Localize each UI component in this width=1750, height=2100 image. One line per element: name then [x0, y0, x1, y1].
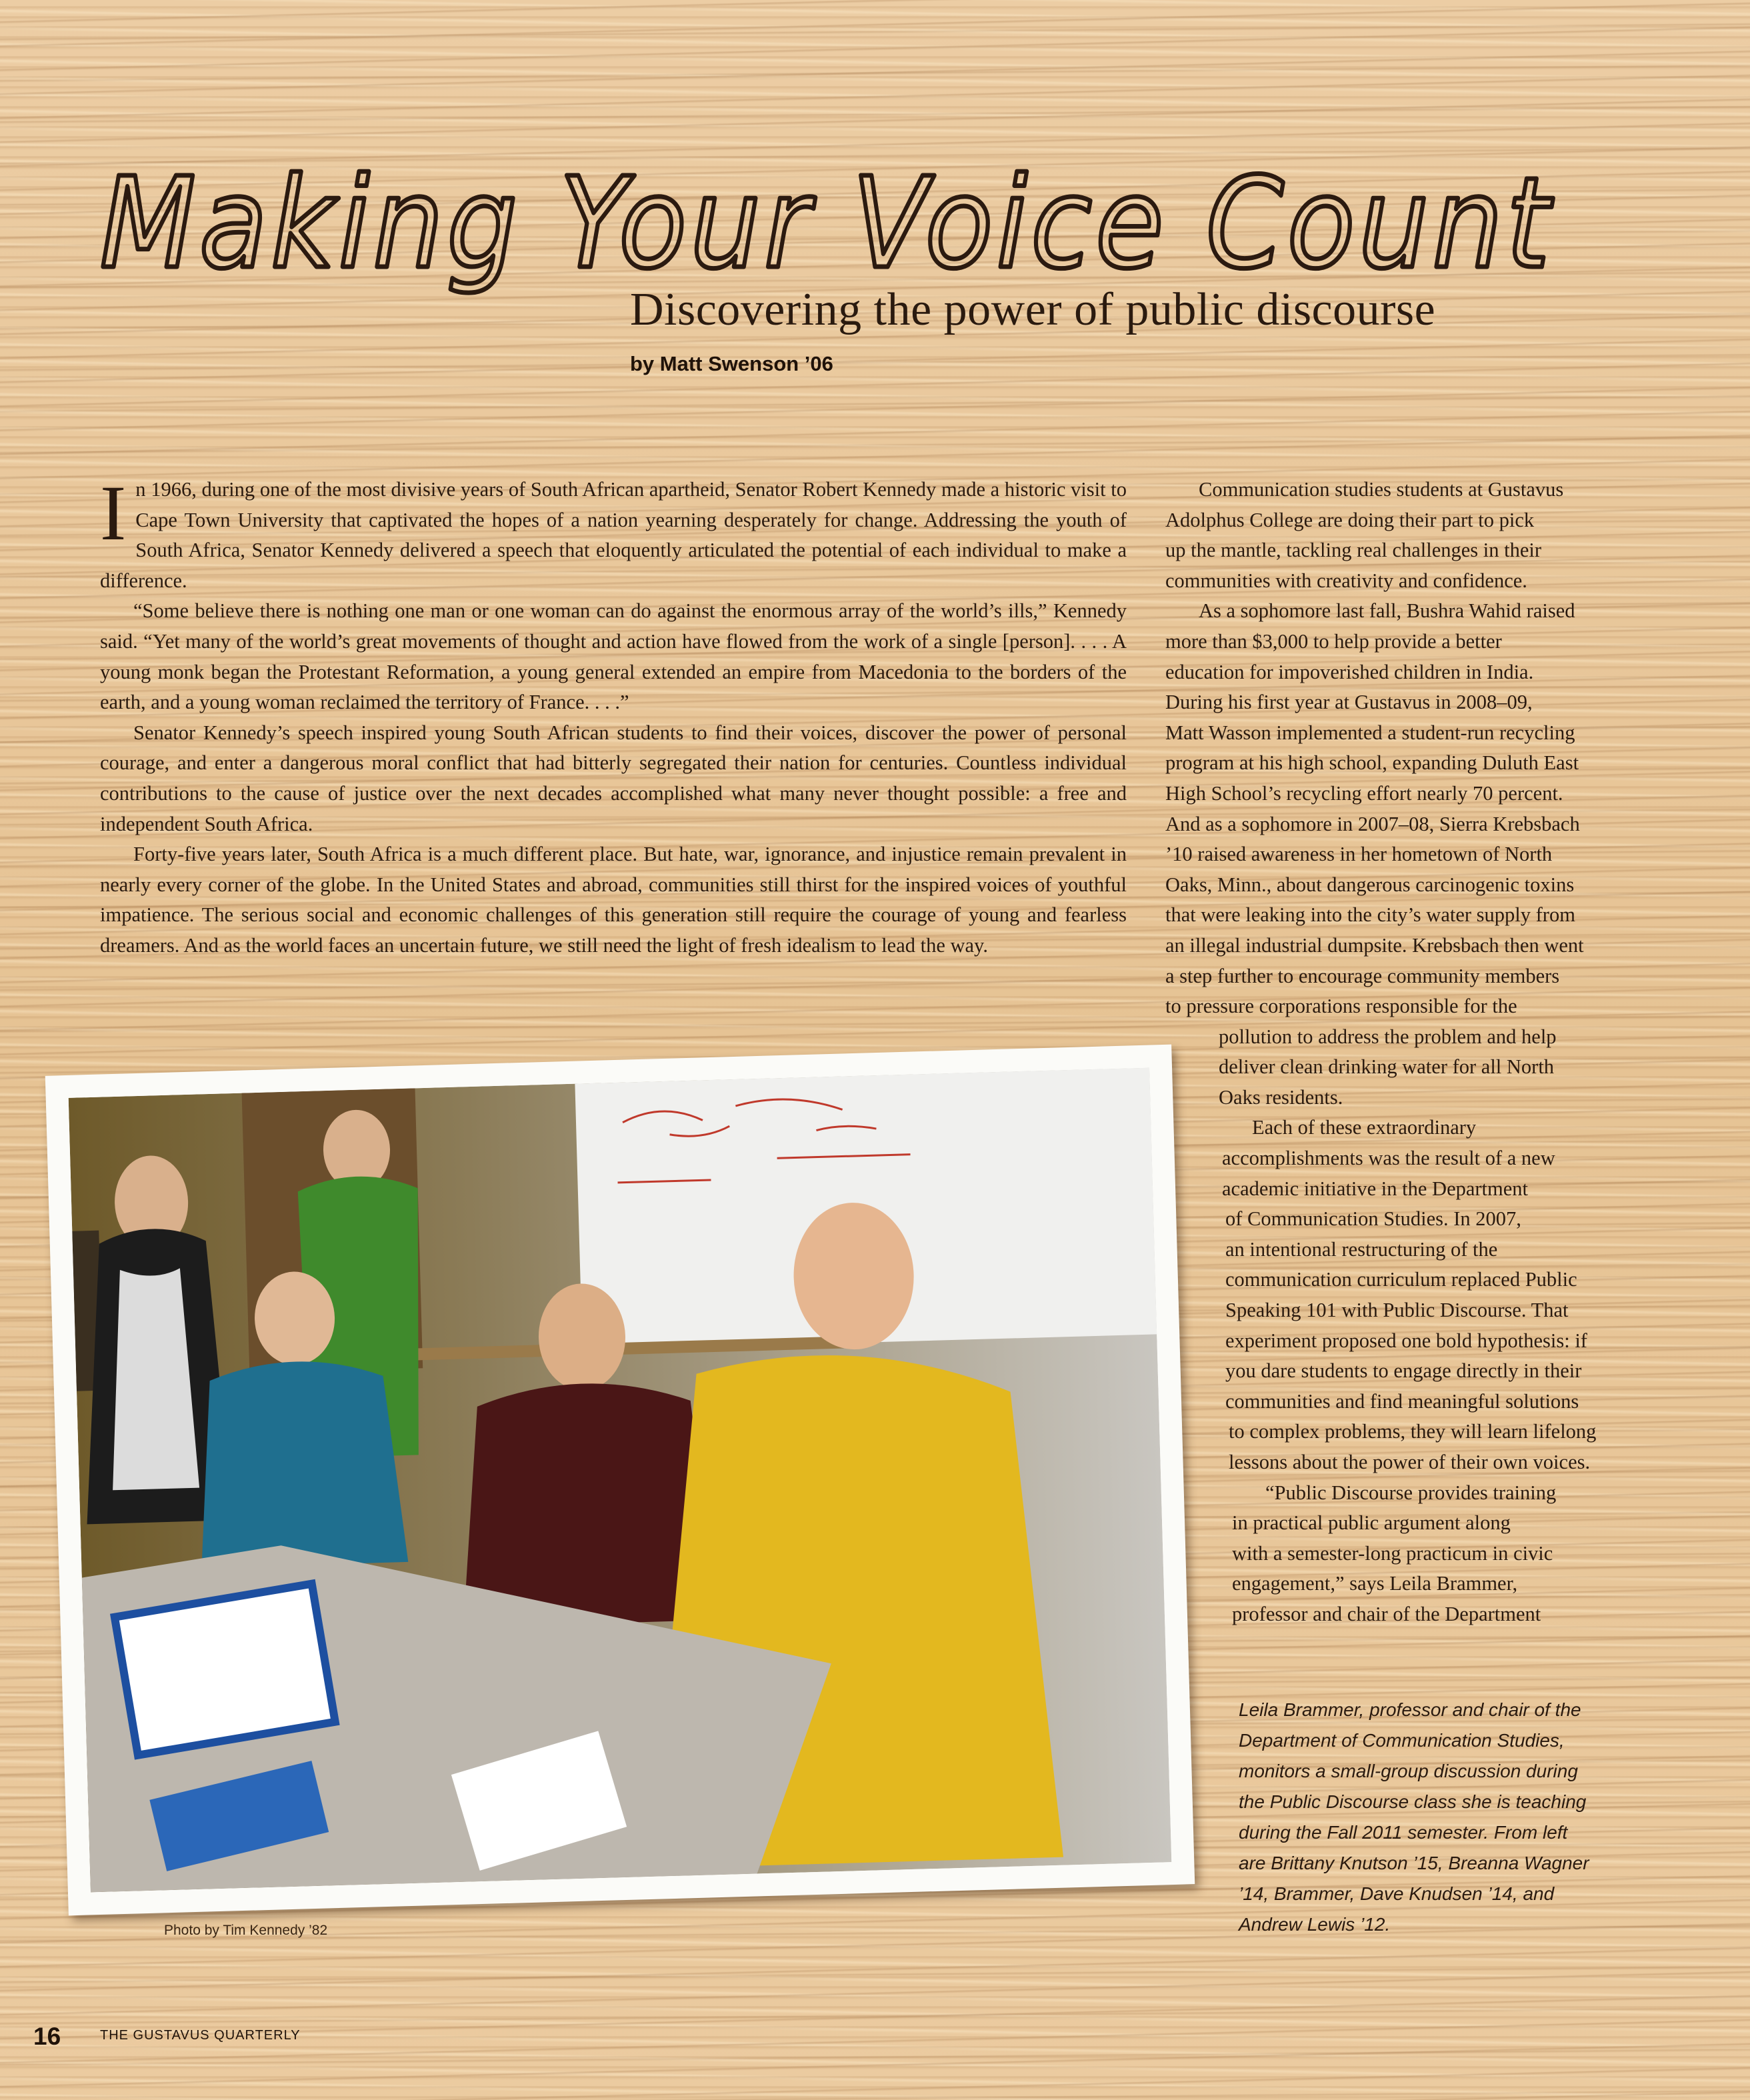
body-line: lessons about the power of their own voices. [1229, 1451, 1591, 1473]
body-line: an illegal industrial dumpsite. Krebsbach then went [1165, 933, 1584, 957]
body-line: Oaks residents. [1219, 1085, 1343, 1109]
caption-line: the Public Discourse class she is teaching [1239, 1791, 1587, 1812]
body-line: education for impoverished children in India. [1165, 660, 1534, 683]
article-subtitle: Discovering the power of public discourse [630, 284, 1436, 335]
caption-line: ’14, Brammer, Dave Knudsen ’14, and [1239, 1883, 1555, 1904]
body-line: of Communication Studies. In 2007, [1225, 1207, 1521, 1231]
body-line: engagement,” says Leila Brammer, [1232, 1572, 1518, 1595]
body-line: to complex problems, they will learn lifelong [1229, 1420, 1597, 1443]
body-line: And as a sophomore in 2007–08, Sierra Krebsbach [1165, 812, 1580, 835]
page-number: 16 [33, 2023, 61, 2050]
headline-text: Making Your Voice Count [100, 151, 1554, 297]
body-line: more than $3,000 to help provide a better [1165, 629, 1502, 653]
paragraph-3: Senator Kennedy’s speech inspired young South African students to find their voices, discover the power of personal courage, and enter a dangerous moral conflict that had bitterly segregated their nation for centuries. Countless individual contributions to the cause of justice over the next decades accomplished what many never thought possible: a free and independent South Africa. [100, 721, 1127, 835]
paragraph-1: n 1966, during one of the most divisive years of South African apartheid, Senator Robert Kennedy made a historic visit to Cape Town University that captivated the hopes of a nation yearning desperately for change. Addressing the youth of South Africa, Senator Kennedy delivered a speech that eloquently articulated the potential of each individual to make a difference. [100, 478, 1127, 592]
body-line: you dare students to engage directly in their [1225, 1359, 1582, 1383]
body-line: communities and find meaningful solutions [1225, 1389, 1579, 1413]
body-line: with a semester-long practicum in civic [1232, 1541, 1553, 1565]
body-line: that were leaking into the city’s water supply from [1165, 903, 1575, 927]
caption-line: are Brittany Knutson ’15, Breanna Wagner [1239, 1853, 1589, 1873]
byline: by Matt Swenson ’06 [630, 352, 833, 375]
caption-line: Andrew Lewis ’12. [1239, 1914, 1391, 1935]
body-line: Adolphus College are doing their part to pick [1165, 508, 1535, 531]
body-line: experiment proposed one bold hypothesis: if [1225, 1329, 1587, 1352]
caption-line: during the Fall 2011 semester. From left [1239, 1822, 1568, 1843]
caption-line: monitors a small-group discussion during [1239, 1761, 1578, 1781]
body-column-right [1165, 475, 1652, 1630]
body-line: communication curriculum replaced Public [1225, 1268, 1577, 1291]
publication-name: THE GUSTAVUS QUARTERLY [100, 2028, 301, 2043]
body-line: As a sophomore last fall, Bushra Wahid raised [1199, 599, 1575, 623]
photo-credit: Photo by Tim Kennedy ’82 [164, 1923, 328, 1938]
body-line: Communication studies students at Gustavus [1199, 478, 1564, 501]
photo-caption [1239, 1695, 1665, 1940]
body-line: communities with creativity and confidence. [1165, 569, 1527, 592]
body-line: Speaking 101 with Public Discourse. That [1225, 1299, 1569, 1322]
body-line: a step further to encourage community members [1165, 964, 1560, 987]
headline [100, 133, 1700, 387]
body-line: High School’s recycling effort nearly 70 percent. [1165, 781, 1563, 805]
body-column-left [100, 469, 1127, 961]
body-line: to pressure corporations responsible for the [1165, 995, 1517, 1018]
paragraph-2: “Some believe there is nothing one man or one woman can do against the enormous array of the world’s ills,” Kennedy said. “Yet many of the world’s great movements of thought and action have flowed from the work of a single [person]. . . . A young monk began the Protestant Reformation, a young general extended an empire from Macedonia to the borders of the earth, and a young woman reclaimed the territory of France. . . .” [100, 599, 1127, 714]
body-line: Each of these extraordinary [1252, 1116, 1477, 1139]
body-line: During his first year at Gustavus in 2008–09, [1165, 691, 1533, 714]
caption-line: Leila Brammer, professor and chair of the [1239, 1699, 1581, 1720]
body-line: program at his high school, expanding Duluth East [1165, 751, 1579, 775]
body-line: Matt Wasson implemented a student-run recycling [1165, 721, 1575, 744]
paragraph-4: Forty-five years later, South Africa is a much different place. But hate, war, ignorance, and injustice remain prevalent in nearly every corner of the globe. In the United States and abroad, communities still thirst for the inspired voices of youthful impatience. The serious social and economic challenges of this generation still require the courage of young and fearless dreamers. And as the world faces an uncertain future, we still need the light of fresh idealism to lead the way. [100, 843, 1127, 957]
body-line: ’10 raised awareness in her hometown of North [1165, 843, 1553, 866]
body-line: academic initiative in the Department [1222, 1177, 1529, 1200]
body-line: Oaks, Minn., about dangerous carcinogenic toxins [1165, 873, 1575, 896]
body-line: an intentional restructuring of the [1225, 1237, 1498, 1261]
class-photo [45, 1045, 1195, 1916]
body-line: in practical public argument along [1232, 1511, 1511, 1535]
drop-cap: I [100, 469, 127, 557]
body-line: up the mantle, tackling real challenges in their [1165, 539, 1542, 562]
body-line: accomplishments was the result of a new [1222, 1147, 1555, 1170]
photo-image [69, 1068, 1172, 1893]
body-line: deliver clean drinking water for all North [1219, 1055, 1555, 1079]
body-line: pollution to address the problem and help [1219, 1025, 1557, 1048]
body-line: “Public Discourse provides training [1265, 1481, 1557, 1504]
caption-line: Department of Communication Studies, [1239, 1730, 1565, 1751]
body-line: professor and chair of the Department [1232, 1602, 1541, 1625]
